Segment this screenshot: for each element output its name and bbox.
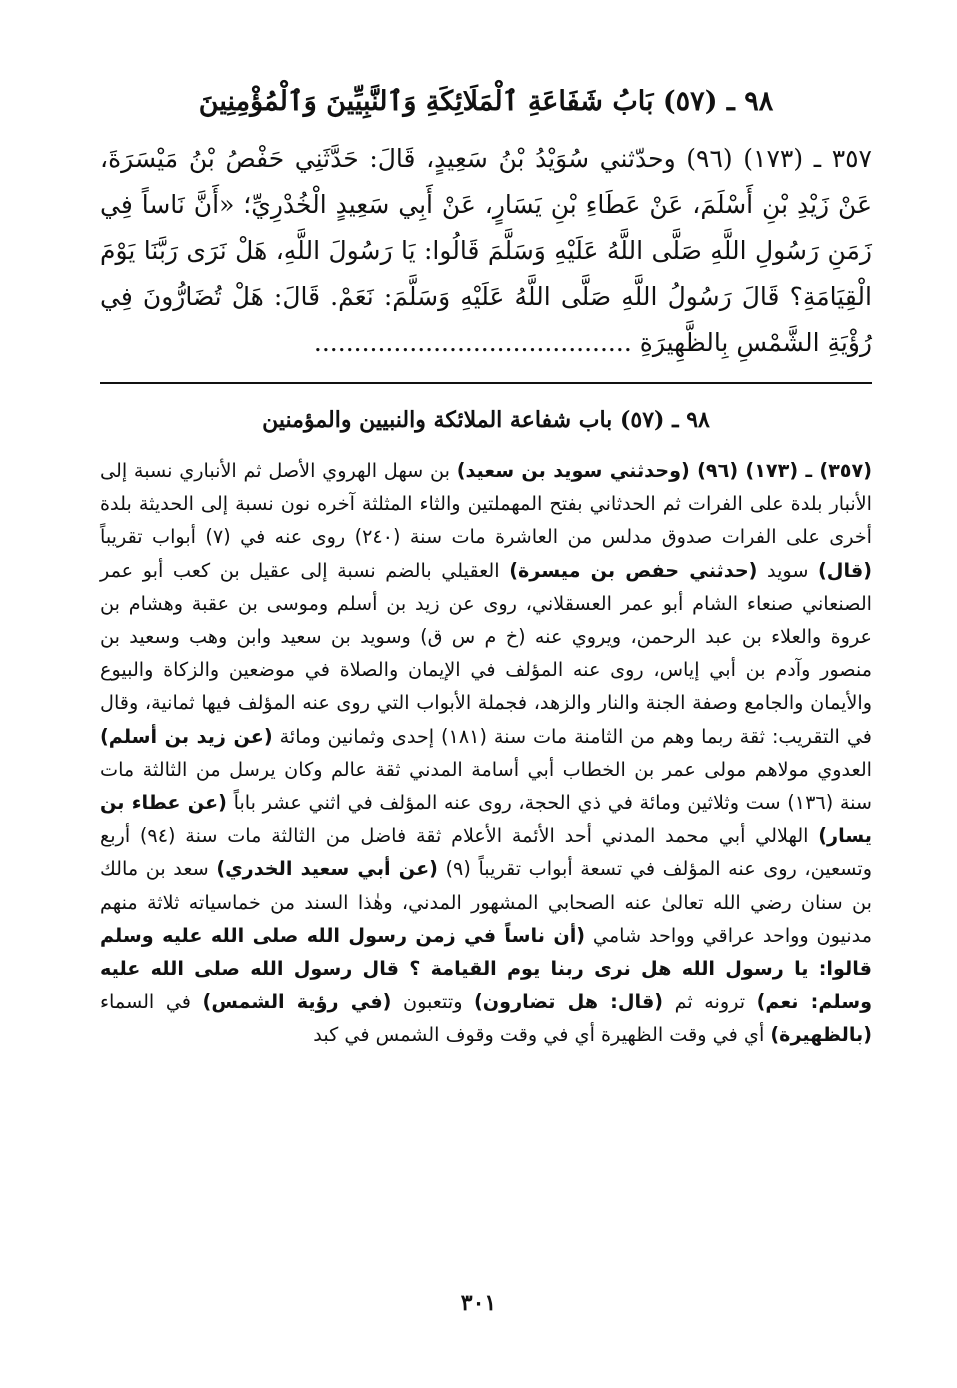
hadith-body: ٣٥٧ ـ (١٧٣) (٩٦) وحدّثني سُوَيْدُ بْنُ سَعِيدٍ، قَالَ: حَدَّثَنِي حَفْصُ بْنُ مَيْسَرَةَ، عَنْ زَيْدِ بْنِ أَسْلَمَ، عَنْ عَطَاءِ بْنِ يَسَارٍ، عَنْ أَبِي سَعِيدٍ الْخُدْرِيِّ؛ «أَنَّ نَاساً فِي زَمَنِ رَسُولِ اللَّهِ صَلَّى اللَّهُ عَلَيْهِ وَسَلَّمَ قَالُوا: يَا رَسُولَ اللَّهِ، هَلْ نَرَى رَبَّنَا يَوْمَ الْقِيَامَةِ؟ قَالَ رَسُولُ اللَّهِ صَلَّى اللَّهُ عَلَيْهِ وَسَلَّمَ: نَعَمْ. قَالَ: هَلْ تُضَارُّونَ فِي رُؤْيَةِ الشَّمْسِ بِالظَّهِيرَةِ [100,144,872,357]
page-body [100,80,872,1052]
commentary-seg: في السماء [100,990,203,1014]
commentary-title: ٩٨ ـ (٥٧) باب شفاعة الملائكة والنبيين والمؤمنين [262,407,710,433]
commentary-seg: العقيلي بالضم نسبة إلى عقيل بن كعب أبو عمر الصنعاني صنعاء الشام أبو عمر العسقلاني، روى عن زيد بن أسلم وموسى بن عقبة وهشام بن عروة والعلاء بن عبد الرحمن، ويروي عنه (خ م س ق) وسويد بن سعيد وابن وهب وسعيد بن منصور وآدم بن أبي إياس، روى عنه المؤلف في الإيمان والصلاة في موضعين والزكاة والبيوع والأيمان والجامع وصفة الجنة والنار والزهد، فجملة الأبواب التي روى عنه المؤلف فيها ثمانية، وقال في التقريب: ثقة ربما وهم من الثامنة مات سنة (١٨١) إحدى وثمانين ومائة [100,558,872,748]
commentary-seg: (أن ناساً في زمن رسول الله صلى الله عليه وسلم قالوا: يا رسول الله هل نرى ربنا يوم القيامة ؟ قال رسول الله صلى الله عليه وسلم: نعم) [100,923,872,1014]
commentary-seg: ترونه ثم [663,990,757,1014]
hadith-text [100,136,872,366]
commentary-seg: سعد بن مالك بن سنان رضي الله تعالىٰ عنه الصحابي المشهور المدني، وهٰذا السند من خماسياته ثلاثة منهم مدنيون وواحد عراقي وواحد شامي [100,857,872,947]
commentary-seg: (عن زيد بن أسلم) [100,724,273,748]
commentary-seg: (قال) [818,558,872,582]
commentary-seg: (حدثني حفص بن ميسرة) [509,558,758,582]
commentary-seg: الهلالي أبي محمد المدني أحد الأئمة الأعلام ثقة فاضل من الثالثة مات سنة (٩٤) أربع وتسعين، روى عنه المؤلف في تسعة أبواب تقريباً (٩) [100,824,872,881]
commentary-text [100,454,872,1052]
section-divider [100,382,872,384]
commentary-seg: (٣٥٧) ـ (١٧٣) (٩٦) [689,459,873,482]
commentary-seg: (بالظهيرة) [770,1023,872,1047]
commentary-seg: (في رؤية الشمس) [202,990,392,1014]
commentary-seg: (عن عطاء بن يسار) [100,791,873,848]
commentary-seg: (وحدثني سويد بن سعيد) [456,459,690,482]
commentary-seg: (قال: هل تضارون) [474,990,664,1014]
commentary-seg: بن سهل الهروي الأصل ثم الأنباري نسبة إلى الأنبار بلدة على الفرات ثم الحدثاني بفتح المهملتين والثاء المثلثة آخره نون نسبة إلى الحديثة بلدة أخرى على الفرات صدوق مدلس من العاشرة مات سنة (٢٤٠) روى عنه في (٧) أبواب تقريباً [100,459,872,549]
commentary-seg: سويد [757,558,819,582]
chapter-title: ٩٨ ـ (٥٧) بَابُ شَفَاعَةِ ٱلْمَلَائِكَةِ وَٱلنَّبِيِّينَ وَٱلْمُؤْمِنِينَ [198,86,774,117]
commentary-seg: وتتعبون [391,990,475,1014]
hadith-ellipsis: ........................................ [313,328,632,357]
commentary-seg: أي في وقت الظهيرة أي في وقت وقوف الشمس في كبد [313,1023,771,1047]
page-number: ٣٠١ [460,1290,497,1316]
commentary-seg: (عن أبي سعيد الخدري) [216,857,438,881]
commentary-seg: العدوي مولاهم مولى عمر بن الخطاب أبي أسامة المدني ثقة عالم وكان يرسل من الثالثة مات سنة (١٣٦) ست وثلاثين ومائة في ذي الحجة، روى عنه المؤلف في اثني عشر باباً [100,757,872,815]
